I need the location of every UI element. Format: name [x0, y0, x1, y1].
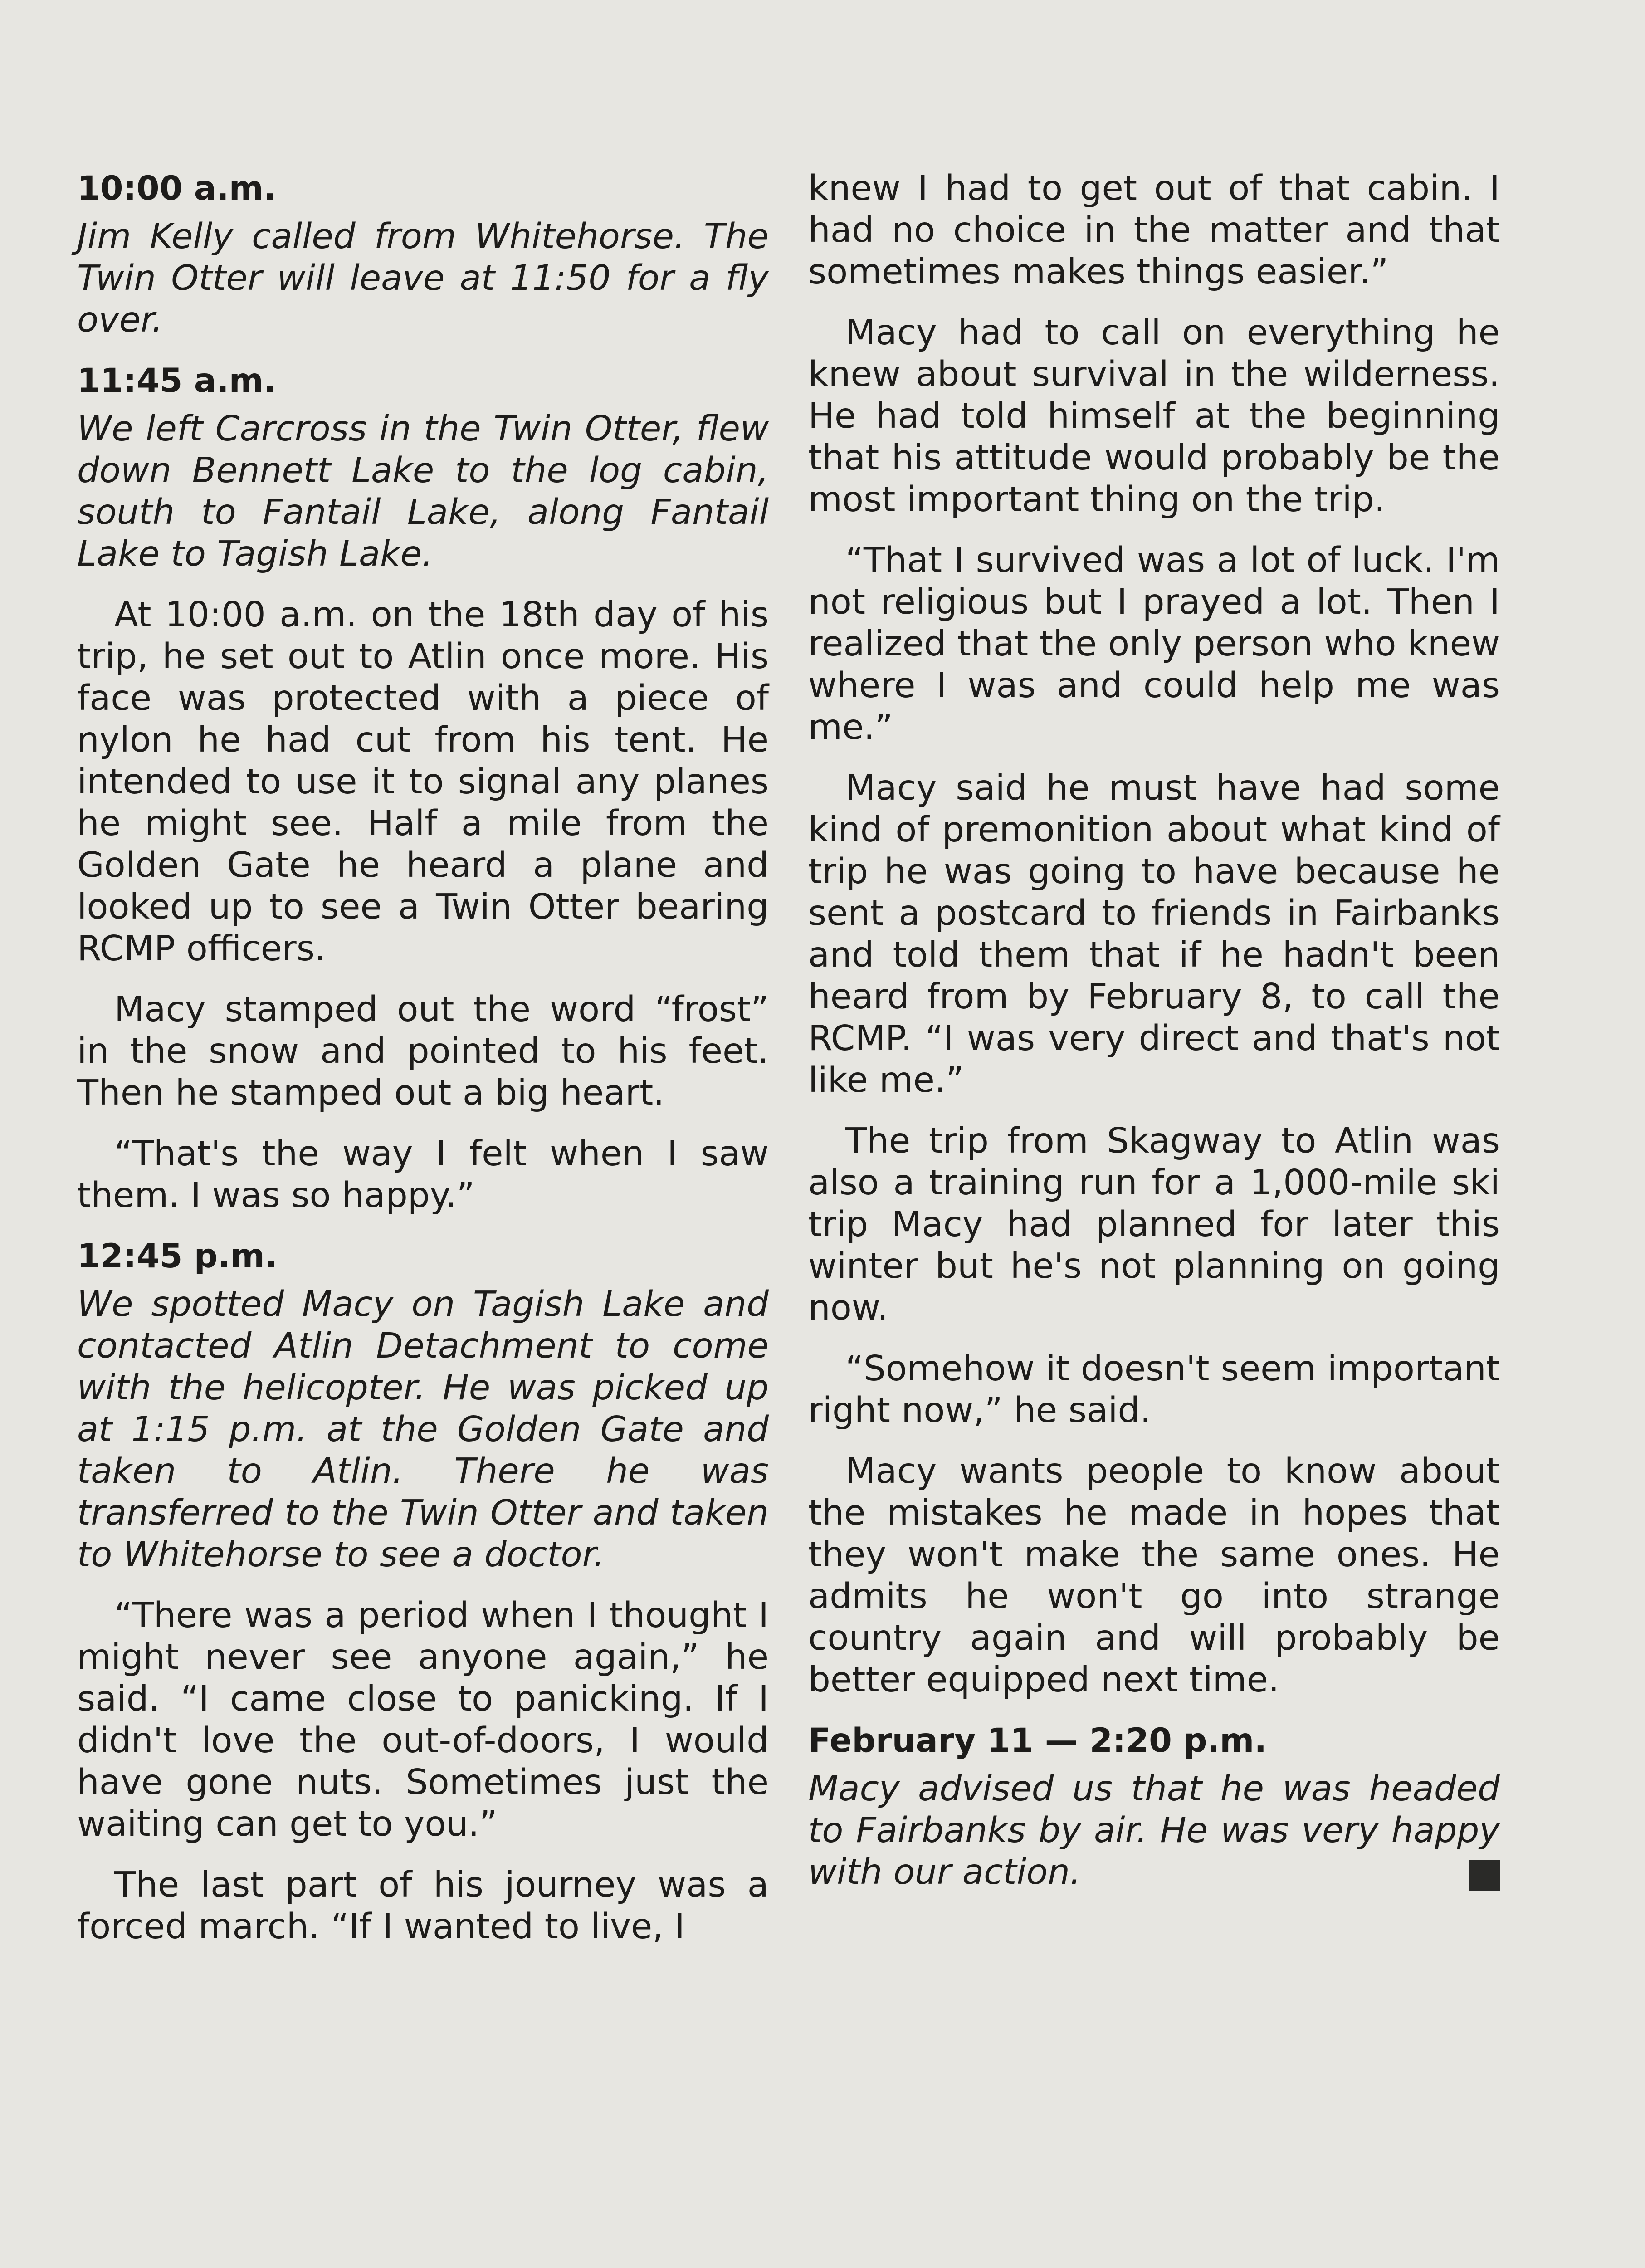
body-paragraph: The trip from Skagway to Atlin was also a training run for a 1,000-mile ski trip Macy had planned for later this winter but he's not planning on going now.	[808, 1121, 1500, 1328]
time-heading: 11:45 a.m.	[77, 362, 276, 400]
body-paragraph: At 10:00 a.m. on the 18th day of his trip, he set out to Atlin once more. His face was protected with a piece of nylon he had cut from his tent. He intended to use it to signal any planes he might see. Half a mile from the Golden Gate he heard a plane and looked up to see a Twin Otter bearing RCMP officers.	[77, 595, 769, 969]
log-entry	[808, 1768, 1500, 1893]
body-paragraph: Macy had to call on everything he knew about survival in the wilderness. He had told himself at the beginning that his attitude would probably be the most important thing on the trip.	[808, 313, 1500, 520]
time-heading: 12:45 p.m.	[77, 1237, 278, 1276]
body-paragraph: “Somehow it doesn't seem important right now,” he said.	[808, 1349, 1500, 1431]
log-entry: We left Carcross in the Twin Otter, flew down Bennett Lake to the log cabin, south to Fantail Lake, along Fantail Lake to Tagish Lake.	[77, 409, 769, 574]
body-paragraph: The last part of his journey was a forced march. “If I wanted to live, I	[77, 1865, 769, 1947]
body-paragraph: Macy stamped out the word “frost” in the snow and pointed to his feet. Then he stamped out a big heart.	[77, 989, 769, 1113]
log-entry-text: Macy advised us that he was headed to Fairbanks by air. He was very happy with our action.	[808, 1769, 1500, 1892]
body-paragraph: Macy said he must have had some kind of premonition about what kind of trip he was going to have because he sent a postcard to friends in Fairbanks and told them that if he hadn't been heard from by February 8, to call the RCMP. “I was very direct and that's not like me.”	[808, 768, 1500, 1100]
log-entry: We spotted Macy on Tagish Lake and contacted Atlin Detachment to come with the helicopter. He was picked up at 1:15 p.m. at the Golden Gate and taken to Atlin. There he was transferred to the Twin Otter and taken to Whitehorse to see a doctor.	[77, 1284, 769, 1575]
log-entry: Jim Kelly called from Whitehorse. The Twin Otter will leave at 11:50 for a fly over.	[77, 216, 769, 340]
body-paragraph: “There was a period when I thought I might never see anyone again,” he said. “I came close to panicking. If I didn't love the out-of-doors, I would have gone nuts. Sometimes just the waiting can get to you.”	[77, 1595, 769, 1844]
body-paragraph: knew I had to get out of that cabin. I had no choice in the matter and that sometimes makes things easier.”	[808, 168, 1500, 292]
end-of-article-mark	[1469, 1860, 1500, 1891]
left-column	[77, 168, 769, 1967]
time-heading: February 11 — 2:20 p.m.	[808, 1721, 1267, 1760]
body-paragraph: “That's the way I felt when I saw them. I was so happy.”	[77, 1134, 769, 1216]
time-heading: 10:00 a.m.	[77, 169, 276, 208]
right-column	[808, 168, 1500, 1912]
body-paragraph: “That I survived was a lot of luck. I'm not religious but I prayed a lot. Then I realized that the only person who knew where I was and could help me was me.”	[808, 540, 1500, 748]
body-paragraph: Macy wants people to know about the mistakes he made in hopes that they won't make the same ones. He admits he won't go into strange country again and will probably be better equipped next time.	[808, 1451, 1500, 1700]
